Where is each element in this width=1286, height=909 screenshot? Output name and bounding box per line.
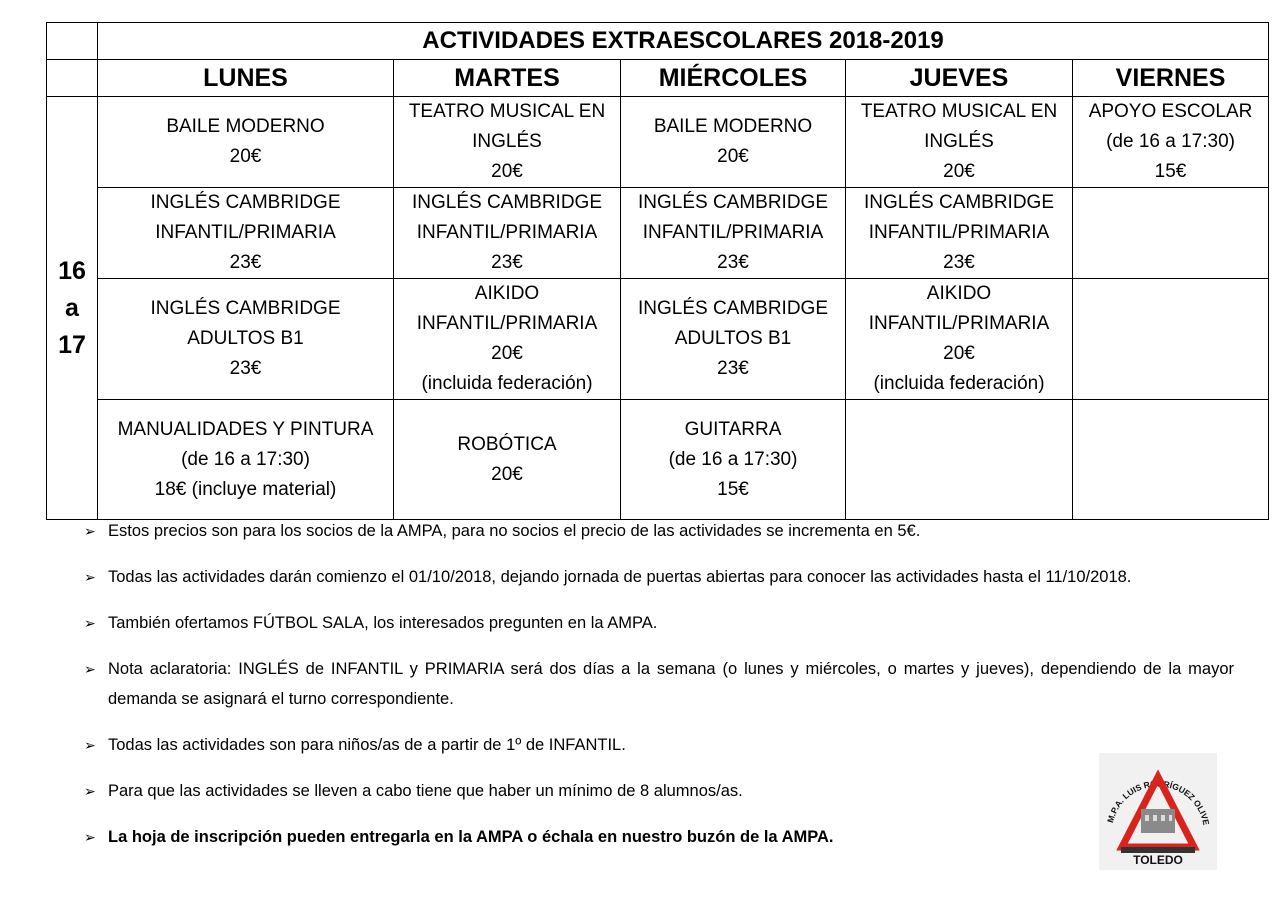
activity-line: 20€: [491, 343, 523, 364]
activity-line: 20€: [943, 161, 975, 182]
logo-arc-text: M.P.A. LUIS RODRÍGUEZ OLIVE: [1105, 778, 1212, 827]
activity-line: 18€ (incluye material): [154, 478, 337, 500]
activity-line: TEATRO MUSICAL EN: [408, 101, 606, 122]
activity-cell-lunes: [98, 188, 394, 279]
day-header-martes: MARTES: [394, 60, 621, 97]
activity-line: AIKIDO: [474, 283, 540, 304]
note-item: [84, 776, 1234, 806]
time-slot-text: a: [65, 293, 79, 322]
day-header-lunes: LUNES: [98, 60, 394, 97]
activity-line: 20€: [943, 343, 975, 364]
table-row: [47, 400, 1269, 520]
corner-cell: [47, 23, 98, 60]
activity-line: 20€: [491, 463, 523, 485]
note-item: [84, 608, 1234, 638]
activity-line: BAILE MODERNO: [653, 116, 813, 137]
time-slot-text: 17: [58, 330, 86, 359]
ampa-logo: [1099, 753, 1217, 870]
activity-line: 20€: [491, 161, 523, 182]
activity-line: 15€: [1154, 161, 1187, 182]
activity-cell-martes: [394, 188, 621, 279]
ampa-logo-graphic: [1099, 753, 1217, 870]
activity-line: 15€: [717, 478, 749, 500]
activity-line: INGLÉS CAMBRIDGE: [150, 298, 341, 319]
activity-cell-miercoles: [621, 279, 846, 400]
arrow-bullet-icon: ➢: [84, 615, 96, 631]
note-text: Nota aclaratoria: INGLÉS de INFANTIL y PRIMARIA será dos días a la semana (o lunes y miércoles, o martes y jueves), dependiendo de la mayor demanda se asignará el turno correspondiente.: [108, 660, 1234, 708]
activity-line: TEATRO MUSICAL EN: [860, 101, 1058, 122]
arrow-bullet-icon: ➢: [84, 523, 96, 539]
time-slot-text: 16: [58, 256, 86, 285]
day-header-jueves: JUEVES: [846, 60, 1073, 97]
activity-line: INFANTIL/PRIMARIA: [155, 222, 336, 243]
arrow-bullet-icon: ➢: [84, 737, 96, 753]
note-item: [84, 562, 1234, 592]
activity-cell-miercoles: [621, 97, 846, 188]
activity-cell-martes: [394, 279, 621, 400]
days-row: [47, 60, 1269, 97]
activity-line: (incluida federación): [873, 373, 1045, 394]
note-text: Todas las actividades son para niños/as de a partir de 1º de INFANTIL.: [108, 736, 626, 754]
note-item: [84, 516, 1234, 546]
activity-line: 23€: [229, 252, 262, 273]
table-row: [47, 279, 1269, 400]
activity-line: INGLÉS CAMBRIDGE: [637, 192, 829, 213]
activity-line: INFANTIL/PRIMARIA: [416, 222, 598, 243]
activity-cell-martes: [394, 400, 621, 520]
note-item: [84, 822, 1234, 852]
activity-line: INFANTIL/PRIMARIA: [868, 222, 1050, 243]
activity-line: (de 16 a 17:30): [181, 448, 310, 470]
title-row: [47, 23, 1269, 60]
activity-line: INFANTIL/PRIMARIA: [642, 222, 824, 243]
arrow-bullet-icon: ➢: [84, 783, 96, 799]
activity-cell-viernes: [1073, 97, 1269, 188]
activity-cell-miercoles: [621, 188, 846, 279]
note-text: Para que las actividades se lleven a cabo tiene que haber un mínimo de 8 alumnos/as.: [108, 782, 743, 800]
activity-line: AIKIDO: [926, 283, 992, 304]
activity-cell-viernes: [1073, 279, 1269, 400]
activity-cell-lunes: [98, 400, 394, 520]
activity-line: (de 16 a 17:30): [668, 448, 798, 470]
activity-line: INGLÉS CAMBRIDGE: [637, 298, 829, 319]
activity-line: 23€: [491, 252, 523, 273]
activity-line: ADULTOS B1: [674, 328, 792, 349]
time-slot-cell: [47, 97, 98, 520]
activity-line: INGLÉS CAMBRIDGE: [150, 192, 341, 213]
activity-line: (incluida federación): [421, 373, 593, 394]
activity-cell-jueves: [846, 400, 1073, 520]
activity-line: MANUALIDADES Y PINTURA: [117, 418, 374, 440]
activity-line: ROBÓTICA: [457, 433, 557, 455]
arrow-bullet-icon: ➢: [84, 829, 96, 845]
note-text: La hoja de inscripción pueden entregarla en la AMPA o échala en nuestro buzón de la AMPA.: [108, 828, 834, 846]
note-text: Todas las actividades darán comienzo el 01/10/2018, dejando jornada de puertas abiertas para conocer las actividades hasta el 11/10/2018.: [108, 568, 1132, 586]
activity-line: INGLÉS CAMBRIDGE: [411, 192, 603, 213]
activity-cell-jueves: [846, 188, 1073, 279]
table-row: [47, 97, 1269, 188]
arrow-bullet-icon: ➢: [84, 569, 96, 585]
activity-line: APOYO ESCOLAR: [1088, 101, 1253, 122]
corner-cell: [47, 60, 98, 97]
activity-line: INFANTIL/PRIMARIA: [416, 313, 598, 334]
activity-cell-viernes: [1073, 188, 1269, 279]
activity-cell-lunes: [98, 279, 394, 400]
activity-line: GUITARRA: [684, 418, 782, 440]
activity-line: 23€: [717, 358, 749, 379]
day-header-viernes: VIERNES: [1073, 60, 1269, 97]
note-item: [84, 654, 1234, 714]
activity-cell-jueves: [846, 279, 1073, 400]
activity-line: INGLÉS: [472, 131, 542, 152]
activity-line: (de 16 a 17:30): [1106, 131, 1235, 152]
schedule-table: [46, 22, 1269, 520]
activity-line: BAILE MODERNO: [166, 116, 325, 137]
activity-line: 20€: [229, 146, 262, 167]
activity-line: 20€: [717, 146, 749, 167]
day-header-miercoles: MIÉRCOLES: [621, 60, 846, 97]
activity-line: 23€: [229, 358, 262, 379]
activity-cell-viernes: [1073, 400, 1269, 520]
note-text: También ofertamos FÚTBOL SALA, los interesados pregunten en la AMPA.: [108, 614, 658, 632]
arrow-bullet-icon: ➢: [84, 661, 96, 677]
activity-cell-miercoles: [621, 400, 846, 520]
table-title: ACTIVIDADES EXTRAESCOLARES 2018-2019: [98, 23, 1269, 60]
activity-line: INGLÉS CAMBRIDGE: [863, 192, 1055, 213]
note-text: Estos precios son para los socios de la AMPA, para no socios el precio de las actividades se incrementa en 5€.: [108, 522, 921, 540]
activity-line: 23€: [717, 252, 749, 273]
activity-cell-jueves: [846, 97, 1073, 188]
logo-city: TOLEDO: [1133, 853, 1183, 867]
activity-line: ADULTOS B1: [187, 328, 304, 349]
note-item: [84, 730, 1234, 760]
table-row: [47, 188, 1269, 279]
activity-cell-lunes: [98, 97, 394, 188]
activity-line: INFANTIL/PRIMARIA: [868, 313, 1050, 334]
activity-line: 23€: [943, 252, 975, 273]
notes-list: [84, 516, 1234, 868]
activity-cell-martes: [394, 97, 621, 188]
activity-line: INGLÉS: [924, 131, 994, 152]
